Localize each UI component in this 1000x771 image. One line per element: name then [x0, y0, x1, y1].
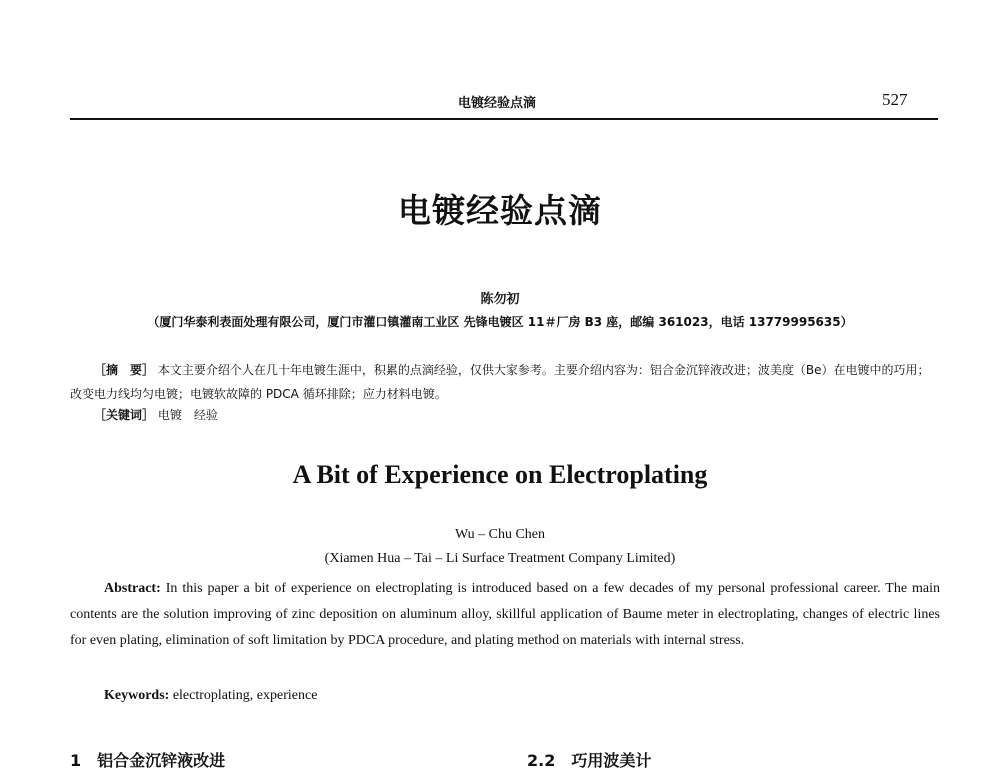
- chinese-abstract-text: 本文主要介绍个人在几十年电镀生涯中，积累的点滴经验，仅供大家参考。主要介绍内容为：铝合金沉锌液改进；波美度（Be）在电镀中的巧用；改变电力线均匀电镀；电镀软故障的 PDCA 循环排除；应力材料电镀。: [70, 363, 930, 401]
- section-heading-right: 2.2 巧用波美计: [527, 751, 652, 770]
- english-abstract: [70, 576, 940, 654]
- chinese-keywords-text: 电镀 经验: [157, 408, 218, 422]
- english-author: Wu – Chu Chen: [454, 527, 546, 542]
- english-keywords: [104, 688, 317, 704]
- english-keywords-label: Keywords:: [104, 688, 170, 703]
- english-affiliation: (Xiamen Hua – Tai – Li Surface Treatment Company Limited): [324, 551, 676, 566]
- chinese-author: 陈勿初: [480, 292, 520, 307]
- section-heading-left: 1 铝合金沉锌液改进: [70, 751, 226, 770]
- english-title: A Bit of Experience on Electroplating: [292, 460, 708, 489]
- english-abstract-text: In this paper a bit of experience on electroplating is introduced based on a few decades of my personal professional career. The main contents are the solution improving of zinc deposition on aluminum alloy, skillful application of Baume meter in electroplating, changes of electric lines for even plating, elimination of soft limitation by PDCA procedure, and plating method on materials with internal stress.: [70, 581, 941, 648]
- chinese-affiliation: （厦门华泰利表面处理有限公司，厦门市灌口镇灌南工业区 先锋电镀区 11＃厂房 B3 座，邮编 361023，电话 13779995635）: [147, 315, 853, 329]
- header-rule: [70, 118, 938, 120]
- chinese-keywords: [94, 406, 218, 423]
- chinese-abstract: [70, 358, 940, 406]
- chinese-abstract-label: ［摘 要］: [94, 363, 155, 377]
- english-abstract-label: Abstract:: [104, 581, 161, 596]
- chinese-keywords-label: ［关键词］: [94, 408, 155, 422]
- english-keywords-text: electroplating, experience: [172, 688, 318, 703]
- page-number: 527: [882, 90, 908, 109]
- chinese-title: 电镀经验点滴: [398, 191, 602, 230]
- running-head-title: 电镀经验点滴: [458, 96, 537, 111]
